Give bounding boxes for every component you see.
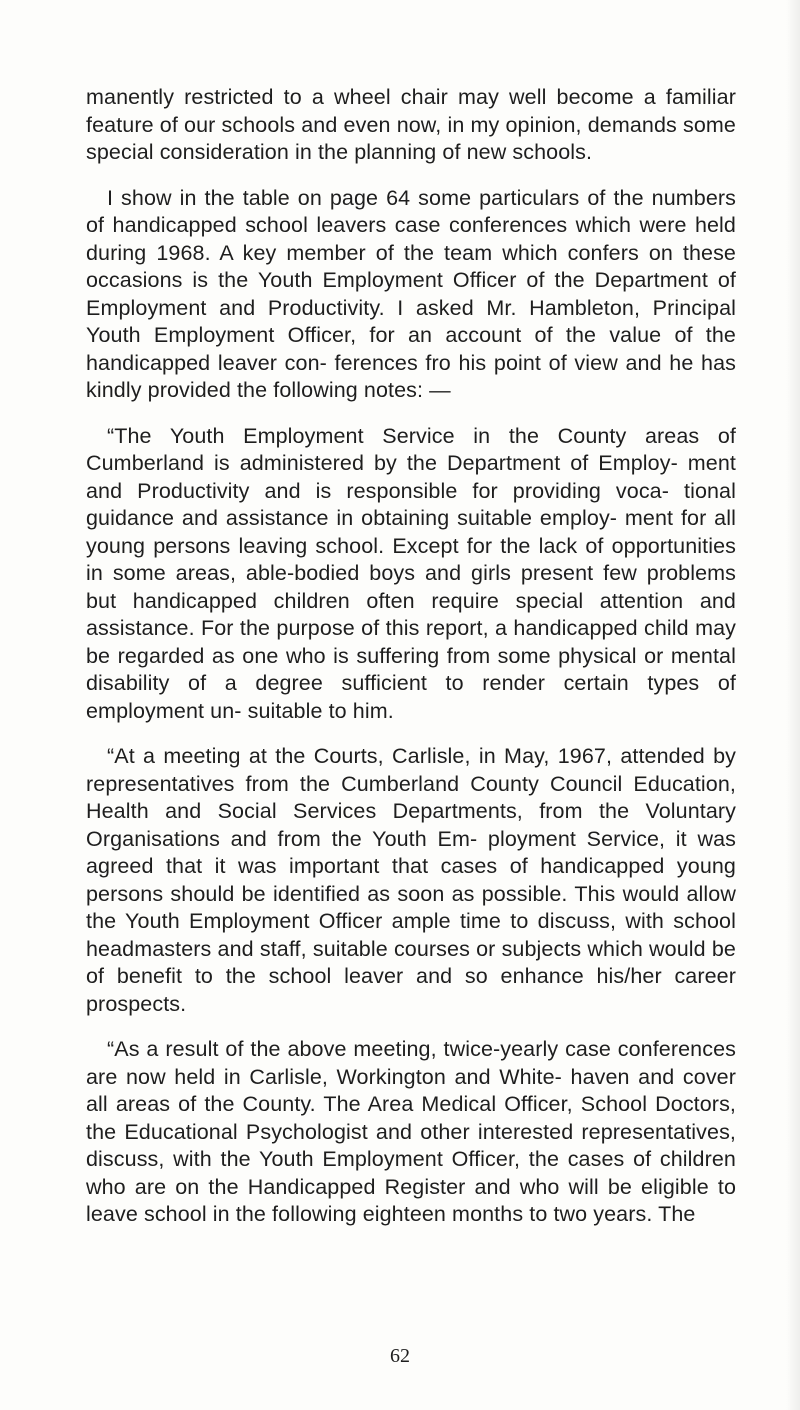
paragraph-continuation: manently restricted to a wheel chair may well become a familiar feature of our schools and even now, in my opinion, demands some special consideration in the planning of new schools. — [86, 85, 736, 164]
paragraph-youth-employment-service: “The Youth Employment Service in the County areas of Cumberland is administered by the Department of Employ- ment and Productivity and is responsible for providing voca- tional guidance and assistance in obtaining suitable employ- ment for all young persons leaving school. Except for the lack of opportunities in some areas, able-bodied boys and girls present few problems but handicapped children often require special attention and assistance. For the purpose of this report, a handicapped child may be regarded as one who is suffering from some physical or mental disability of a degree sufficient to render certain types of employment un- suitable to him. — [86, 423, 736, 723]
paragraph-carlisle-meeting: “At a meeting at the Courts, Carlisle, in May, 1967, attended by representatives from the Cumberland County Council Education, Health and Social Services Departments, from the Voluntary Organisations and from the Youth Em- ployment Service, it was agreed that it was important that cases of handicapped young persons should be identified as soon as possible. This would allow the Youth Employment Officer ample time to discuss, with school headmasters and staff, suitable courses or subjects which would be of benefit to the school leaver and so enhance his/her career prospects. — [86, 744, 736, 1016]
body-text — [86, 84, 736, 1247]
page-number: 62 — [390, 1345, 410, 1367]
page-edge-shadow — [786, 0, 800, 1410]
paragraph-twice-yearly-conferences: “As a result of the above meeting, twice-yearly case conferences are now held in Carlisle, Workington and White- haven and cover all areas of the County. The Area Medical Officer, School Doctors, the Educational Psychologist and other interested representatives, discuss, with the Youth Employment Officer, the cases of children who are on the Handicapped Register and who will be eligible to leave school in the following eighteen months to two years. The — [86, 1037, 736, 1226]
paragraph-case-conferences: I show in the table on page 64 some particulars of the numbers of handicapped school leavers case conferences which were held during 1968. A key member of the team which confers on these occasions is the Youth Employment Officer of the Department of Employment and Productivity. I asked Mr. Hambleton, Principal Youth Employment Officer, for an account of the value of the handicapped leaver con- ferences fro his point of view and he has kindly provided the following notes: — — [86, 185, 736, 402]
